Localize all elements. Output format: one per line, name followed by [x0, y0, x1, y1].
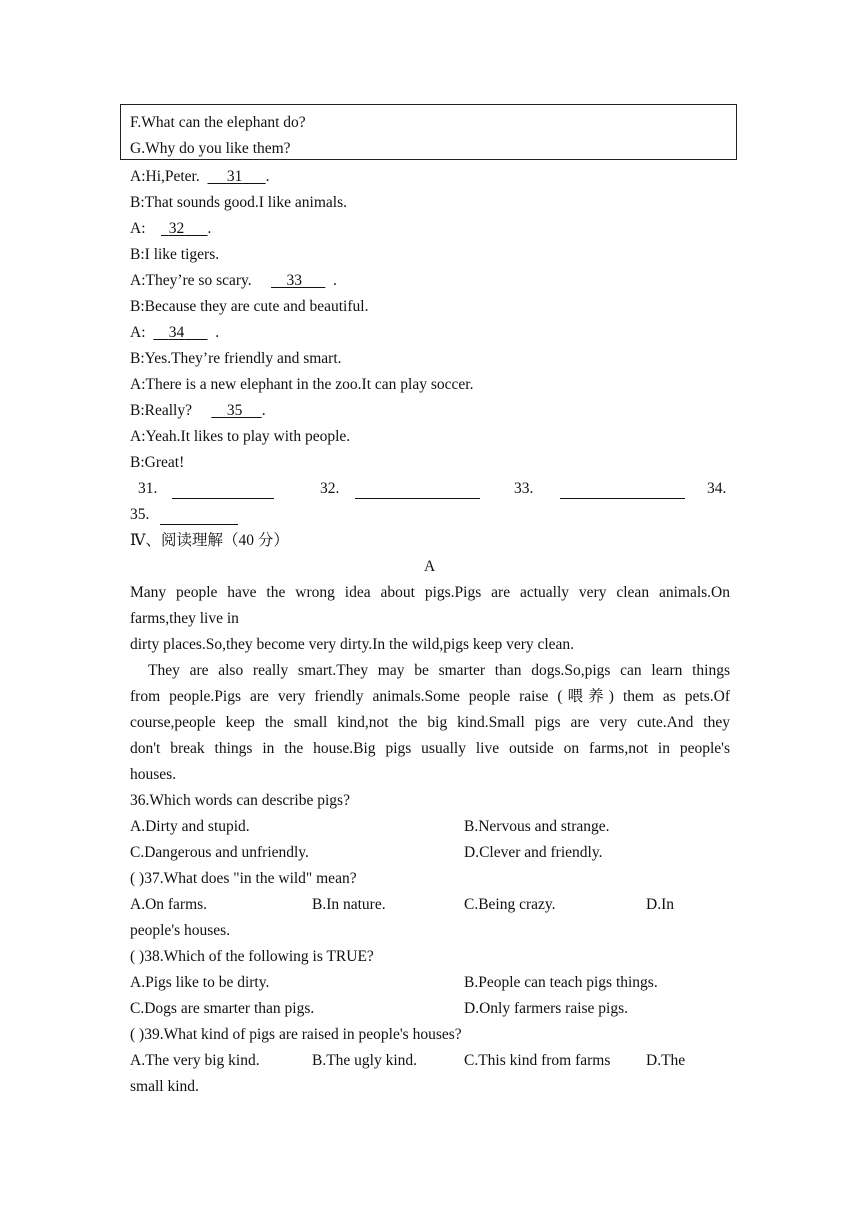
option-f: F.What can the elephant do? — [130, 114, 306, 131]
q39-option-b[interactable]: B.The ugly kind. — [312, 1052, 418, 1069]
answer-35-blank[interactable] — [160, 505, 238, 525]
q37-option-c[interactable]: C.Being crazy. — [464, 896, 556, 913]
passage-label: A — [424, 558, 436, 575]
section-heading: Ⅳ、阅读理解（40 分） — [130, 532, 289, 549]
blank-33[interactable]: 33 — [286, 272, 303, 289]
q38-option-b[interactable]: B.People can teach pigs things. — [464, 974, 658, 991]
dialogue-line-2: B:That sounds good.I like animals. — [130, 194, 347, 211]
question-39-stem: ( )39.What kind of pigs are raised in people's houses? — [130, 1026, 462, 1043]
passage-line: from people.Pigs are very friendly animals.Some people raise (喂养) them as pets.Of — [130, 688, 730, 705]
blank-34[interactable]: 34 — [168, 324, 185, 341]
dialogue-line-9: A:There is a new elephant in the zoo.It can play soccer. — [130, 376, 474, 393]
q39-option-c[interactable]: C.This kind from farms — [464, 1052, 611, 1069]
q37-option-d-cont: people's houses. — [130, 922, 231, 939]
question-38-stem: ( )38.Which of the following is TRUE? — [130, 948, 374, 965]
answer-33-label: 33. — [514, 480, 534, 497]
q38-option-a[interactable]: A.Pigs like to be dirty. — [130, 974, 270, 991]
answer-34-label: 34. — [707, 480, 727, 497]
blank-31[interactable]: 31 — [226, 168, 243, 185]
q38-option-c[interactable]: C.Dogs are smarter than pigs. — [130, 1000, 315, 1017]
dialogue-text: Hi,Peter. — [145, 168, 200, 185]
options-box — [120, 104, 737, 160]
answer-35-label: 35. — [130, 506, 150, 523]
answer-31-blank[interactable] — [172, 479, 274, 499]
passage-line: They are also really smart.They may be smarter than dogs.So,pigs can learn things — [148, 662, 730, 679]
passage-line: Many people have the wrong idea about pigs.Pigs are actually very clean animals.On — [130, 584, 730, 601]
speaker: A: — [130, 168, 146, 185]
q38-option-d[interactable]: D.Only farmers raise pigs. — [464, 1000, 628, 1017]
q39-option-d[interactable]: D.The — [646, 1052, 686, 1069]
answer-33-blank[interactable] — [560, 479, 685, 499]
dialogue-line-11: A:Yeah.It likes to play with people. — [130, 428, 351, 445]
question-36-stem: 36.Which words can describe pigs? — [130, 792, 350, 809]
dialogue-line-6: B:Because they are cute and beautiful. — [130, 298, 369, 315]
q37-option-a[interactable]: A.On farms. — [130, 896, 208, 913]
blank-35[interactable]: 35 — [226, 402, 243, 419]
q36-option-a[interactable]: A.Dirty and stupid. — [130, 818, 250, 835]
dialogue-line-3: A: 32 . — [130, 220, 212, 237]
dialogue-line-7: A: 34 . — [130, 324, 220, 341]
blank-32[interactable]: 32 — [168, 220, 185, 237]
q39-option-a[interactable]: A.The very big kind. — [130, 1052, 260, 1069]
dialogue-line-5: A:They’re so scary. 33 . — [130, 272, 337, 289]
dialogue-line-4: B:I like tigers. — [130, 246, 220, 263]
answer-31-label: 31. — [138, 480, 158, 497]
dialogue-line-1: A:Hi,Peter. 31 . — [130, 168, 270, 185]
q36-option-b[interactable]: B.Nervous and strange. — [464, 818, 610, 835]
dialogue-line-10: B:Really? 35 . — [130, 402, 266, 419]
passage-line: farms,they live in — [130, 610, 239, 627]
question-37-stem: ( )37.What does "in the wild" mean? — [130, 870, 357, 887]
option-g: G.Why do you like them? — [130, 140, 291, 157]
passage-line: dirty places.So,they become very dirty.In the wild,pigs keep very clean. — [130, 636, 575, 653]
passage-line: houses. — [130, 766, 177, 783]
q36-option-d[interactable]: D.Clever and friendly. — [464, 844, 603, 861]
dialogue-line-12: B:Great! — [130, 454, 185, 471]
answer-32-label: 32. — [320, 480, 340, 497]
q37-option-d[interactable]: D.In — [646, 896, 674, 913]
q37-option-b[interactable]: B.In nature. — [312, 896, 386, 913]
dialogue-line-8: B:Yes.They’re friendly and smart. — [130, 350, 342, 367]
answer-32-blank[interactable] — [355, 479, 480, 499]
q36-option-c[interactable]: C.Dangerous and unfriendly. — [130, 844, 309, 861]
passage-line: don't break things in the house.Big pigs usually live outside on farms,not in people's — [130, 740, 730, 757]
q39-option-d-cont: small kind. — [130, 1078, 199, 1095]
passage-line: course,people keep the small kind,not the big kind.Small pigs are very cute.And they — [130, 714, 730, 731]
